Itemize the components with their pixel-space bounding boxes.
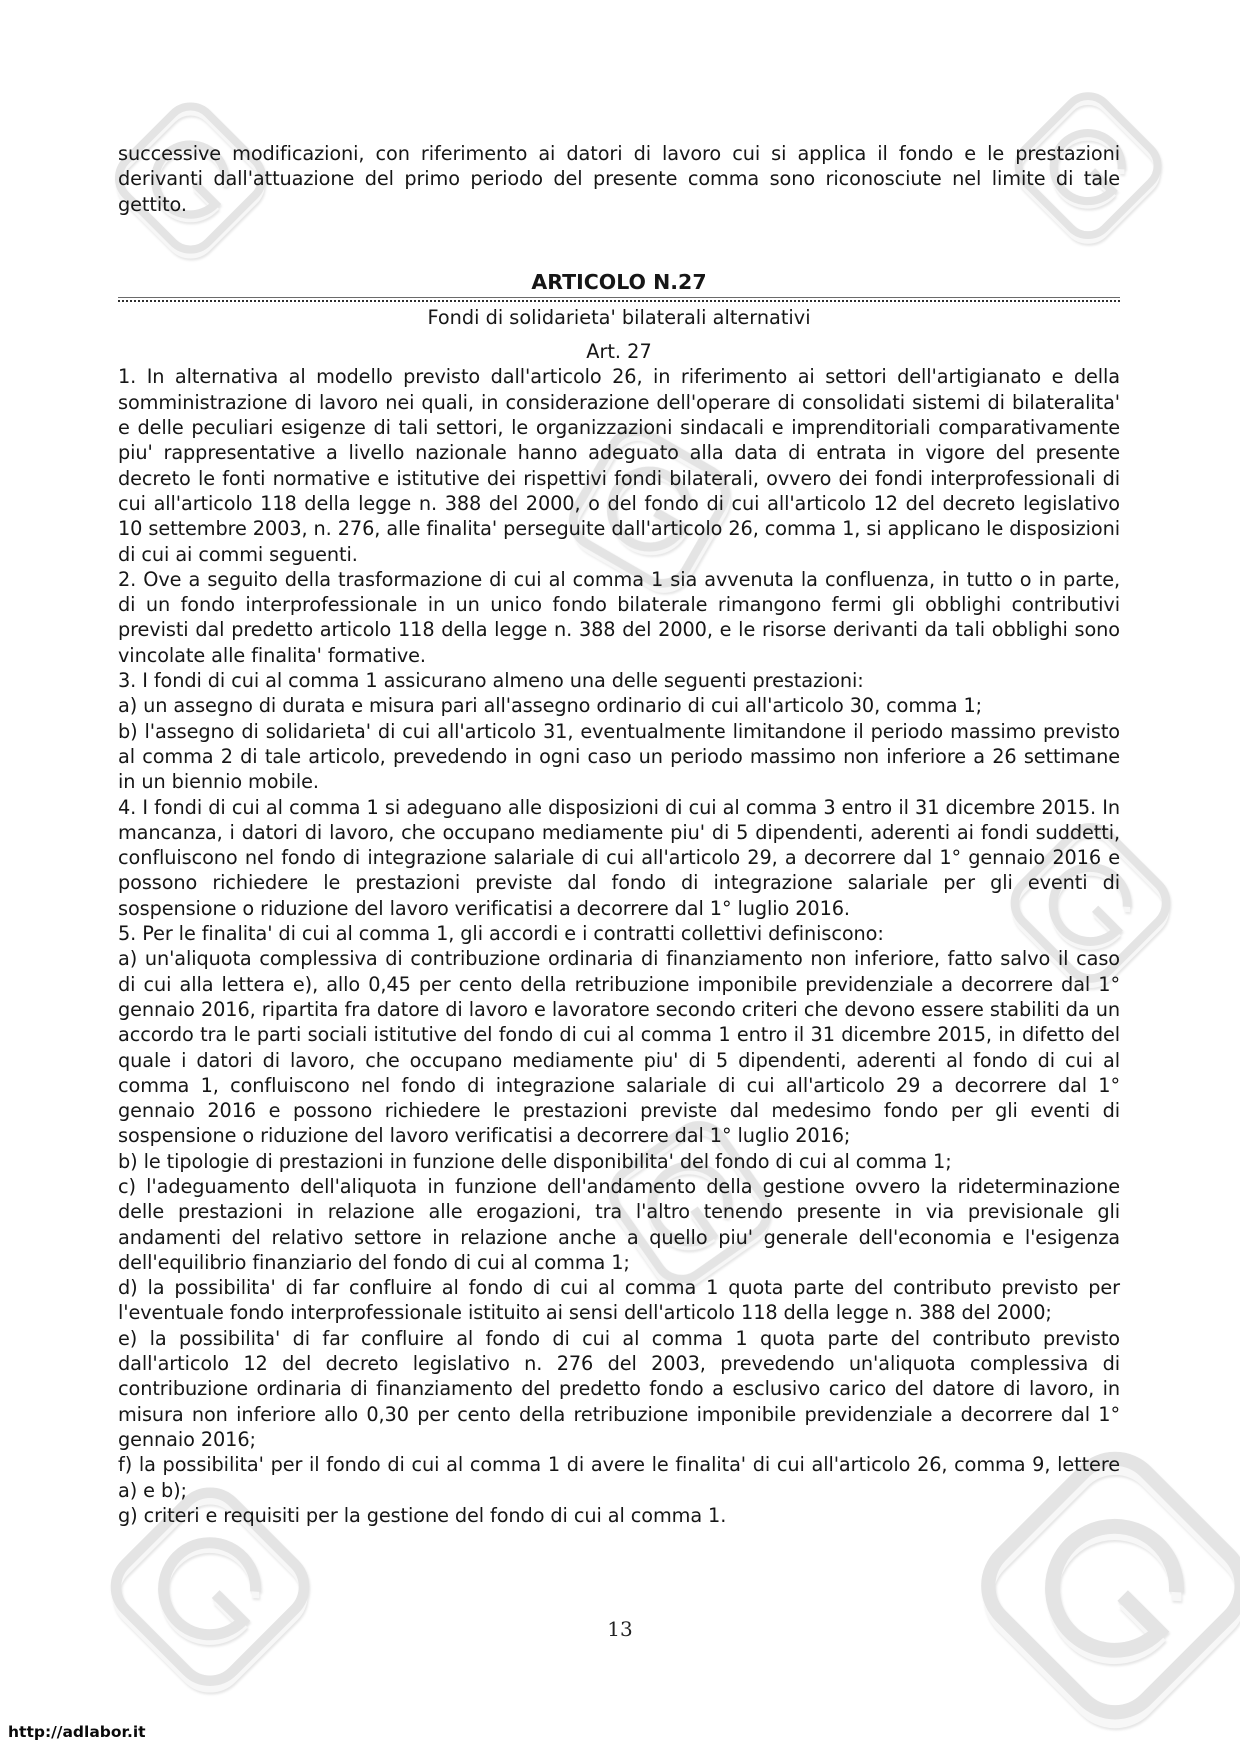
- source-url: http://adlabor.it: [8, 1723, 146, 1741]
- continuation-paragraph: successive modificazioni, con riferimento ai datori di lavoro cui si applica il fondo e le prestazioni derivanti dall'attuazione del primo periodo del presente comma sono riconosciute nel limite di tale gettito.: [118, 142, 1120, 216]
- paragraph-comma-1: 1. In alternativa al modello previsto dall'articolo 26, in riferimento ai settori dell'artigianato e della somministrazione di lavoro nei quali, in considerazione dell'operare di consolidati sistemi di bilateralita' e delle peculiari esigenze di tali settori, le organizzazioni sindacali e imprenditoriali comparativamente piu' rappresentative a livello nazionale hanno adeguato alla data di entrata in vigore del presente decreto le fonti normative e istitutive dei rispettivi fondi bilaterali, ovvero dei fondi interprofessionali di cui all'articolo 118 della legge n. 388 del 2000, o del fondo di cui all'articolo 12 del decreto legislativo 10 settembre 2003, n. 276, alle finalita' perseguite dall'articolo 26, comma 1, si applicano le disposizioni di cui ai commi seguenti.: [118, 365, 1120, 566]
- article-subtitle: Fondi di solidarieta' bilaterali alternativi: [427, 305, 811, 329]
- item-comma-5-letter-c: c) l'adeguamento dell'aliquota in funzione dell'andamento della gestione ovvero la rideterminazione delle prestazioni in relazione alle erogazioni, tra l'altro tenendo presente in via previsionale gli andamenti del relativo settore in relazione anche a quello piu' generale dell'economia e l'esigenza dell'equilibrio finanziario del fondo di cui al comma 1;: [118, 1174, 1120, 1274]
- page-body: [118, 141, 1120, 1528]
- item-comma-5-letter-f: f) la possibilita' per il fondo di cui al comma 1 di avere le finalita' di cui all'articolo 26, comma 9, lettere a) e b);: [118, 1453, 1120, 1502]
- item-comma-5-letter-a: a) un'aliquota complessiva di contribuzione ordinaria di finanziamento non inferiore, fatto salvo il caso di cui alla lettera e), allo 0,45 per cento della retribuzione imponibile previdenziale a decorrere dal 1° gennaio 2016, ripartita fra datore di lavoro e lavoratore secondo criteri che devono essere stabiliti da un accordo tra le parti sociali istitutive del fondo di cui al comma 1 entro il 31 dicembre 2015, in difetto del quale i datori di lavoro, che occupano mediamente piu' di 5 dipendenti, aderenti al fondo di cui al comma 1, confluiscono nel fondo di integrazione salariale di cui all'articolo 29 a decorrere dal 1° gennaio 2016 e possono richiedere le prestazioni previste dal medesimo fondo per gli eventi di sospensione o riduzione del lavoro verificatisi a decorrere dal 1° luglio 2016;: [118, 947, 1120, 1148]
- paragraph-comma-5: 5. Per le finalita' di cui al comma 1, gli accordi e i contratti collettivi definiscono:: [118, 922, 884, 946]
- item-comma-5-letter-b: b) le tipologie di prestazioni in funzione delle disponibilita' del fondo di cui al comma 1;: [118, 1149, 952, 1173]
- article-heading: ARTICOLO N.27: [531, 269, 707, 294]
- item-comma-5-letter-e: e) la possibilita' di far confluire al fondo di cui al comma 1 quota parte del contributo previsto dall'articolo 12 del decreto legislativo n. 276 del 2003, prevedendo un'aliquota complessiva di contribuzione ordinaria di finanziamento del predetto fondo a esclusivo carico del datore di lavoro, in misura non inferiore allo 0,30 per cento della retribuzione imponibile previdenziale a decorrere dal 1° gennaio 2016;: [118, 1326, 1120, 1451]
- heading-divider: [118, 297, 1120, 302]
- paragraph-comma-2: 2. Ove a seguito della trasformazione di cui al comma 1 sia avvenuta la confluenza, in tutto o in parte, di un fondo interprofessionale in un unico fondo bilaterale rimangono fermi gli obblighi contributivi previsti dal predetto articolo 118 della legge n. 388 del 2000, e le risorse derivanti da tali obblighi sono vincolate alle finalita' formative.: [118, 567, 1120, 667]
- article-number-label: Art. 27: [586, 340, 652, 364]
- paragraph-comma-4: 4. I fondi di cui al comma 1 si adeguano alle disposizioni di cui al comma 3 entro il 31 dicembre 2015. In mancanza, i datori di lavoro, che occupano mediamente piu' di 5 dipendenti, aderenti ai fondi suddetti, confluiscono nel fondo di integrazione salariale di cui all'articolo 29, a decorrere dal 1° gennaio 2016 e possono richiedere le prestazioni previste dal fondo di integrazione salariale per gli eventi di sospensione o riduzione del lavoro verificatisi a decorrere dal 1° luglio 2016.: [118, 795, 1120, 920]
- paragraph-comma-3: 3. I fondi di cui al comma 1 assicurano almeno una delle seguenti prestazioni:: [118, 669, 864, 693]
- item-comma-5-letter-d: d) la possibilita' di far confluire al fondo di cui al comma 1 quota parte del contributo previsto per l'eventuale fondo interprofessionale istituito ai sensi dell'articolo 118 della legge n. 388 del 2000;: [118, 1276, 1120, 1325]
- page-number: 13: [607, 1617, 633, 1641]
- item-comma-3-letter-a: a) un assegno di durata e misura pari all'assegno ordinario di cui all'articolo 30, comma 1;: [118, 694, 983, 718]
- item-comma-3-letter-b: b) l'assegno di solidarieta' di cui all'articolo 31, eventualmente limitandone il periodo massimo previsto al comma 2 di tale articolo, prevedendo in ogni caso un periodo massimo non inferiore a 26 settimane in un biennio mobile.: [118, 719, 1120, 794]
- item-comma-5-letter-g: g) criteri e requisiti per la gestione del fondo di cui al comma 1.: [118, 1503, 727, 1527]
